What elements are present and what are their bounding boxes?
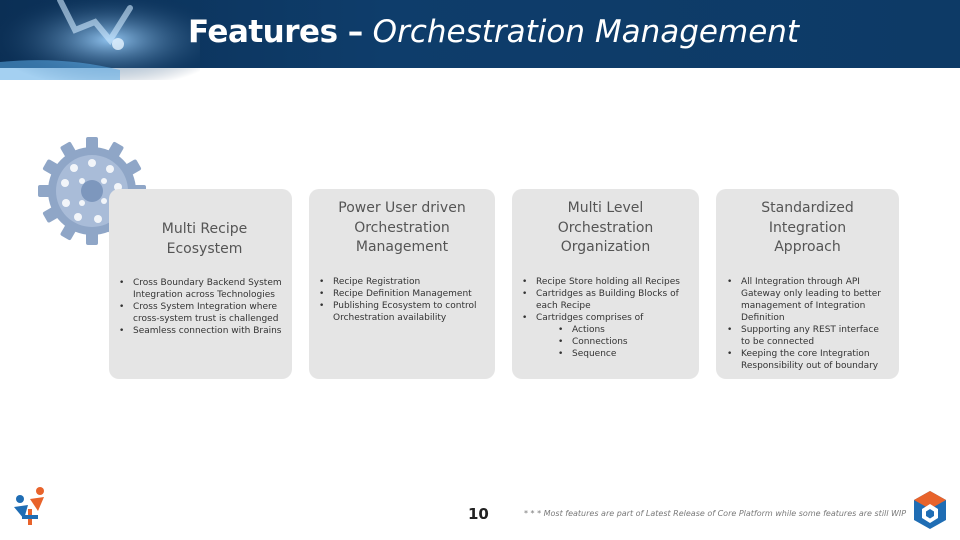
- card-title: Standardized Integration Approach: [761, 200, 854, 255]
- list-item: • All Integration through API Gateway only leading to better management of Integration Definition: [727, 276, 889, 324]
- list-item: • Supporting any REST interface to be connected: [727, 324, 889, 348]
- list-item: • Publishing Ecosystem to control Orchestration availability: [319, 300, 489, 324]
- list-item: • Actions: [522, 324, 694, 336]
- feature-card-power-user: [309, 189, 495, 379]
- list-item: • Seamless connection with Brains: [119, 325, 289, 337]
- title-italic: Orchestration Management: [372, 14, 800, 50]
- list-item: • Sequence: [522, 348, 694, 360]
- list-item: • Recipe Registration: [319, 276, 489, 288]
- title-bold: Features –: [188, 14, 363, 50]
- list-item: • Keeping the core Integration Responsibility out of boundary: [727, 348, 889, 372]
- list-item: • Connections: [522, 336, 694, 348]
- card-title: Multi Level Orchestration Organization: [557, 200, 654, 255]
- hexagon-logo-icon: [912, 490, 948, 530]
- feature-card-multi-level: [512, 189, 699, 379]
- list-item: • Cross System Integration where cross-system trust is challenged: [119, 301, 289, 325]
- card-bullet-list: [522, 276, 694, 360]
- list-item: • Recipe Store holding all Recipes: [522, 276, 694, 288]
- card-bullet-list: [119, 277, 289, 337]
- card-title: Power User driven Orchestration Management: [338, 200, 466, 255]
- list-item: • Recipe Definition Management: [319, 288, 489, 300]
- list-item: • Cross Boundary Backend System Integration across Technologies: [119, 277, 289, 301]
- company-logo-icon: [10, 485, 52, 527]
- footnote: * * * Most features are part of Latest Release of Core Platform while some features are still WIP: [524, 509, 907, 518]
- page-title: [188, 14, 799, 50]
- card-title: Multi Recipe Ecosystem: [161, 221, 248, 257]
- feature-card-multi-recipe: [109, 189, 292, 379]
- feature-card-standardized: [716, 189, 899, 379]
- list-item: • Cartridges as Building Blocks of each Recipe: [522, 288, 694, 312]
- list-item: • Cartridges comprises of: [522, 312, 694, 324]
- tech-hand-illustration: [0, 0, 200, 80]
- card-bullet-list: [727, 276, 889, 372]
- header-bar: [0, 0, 960, 68]
- page-number: 10: [468, 505, 489, 523]
- card-bullet-list: [319, 276, 489, 324]
